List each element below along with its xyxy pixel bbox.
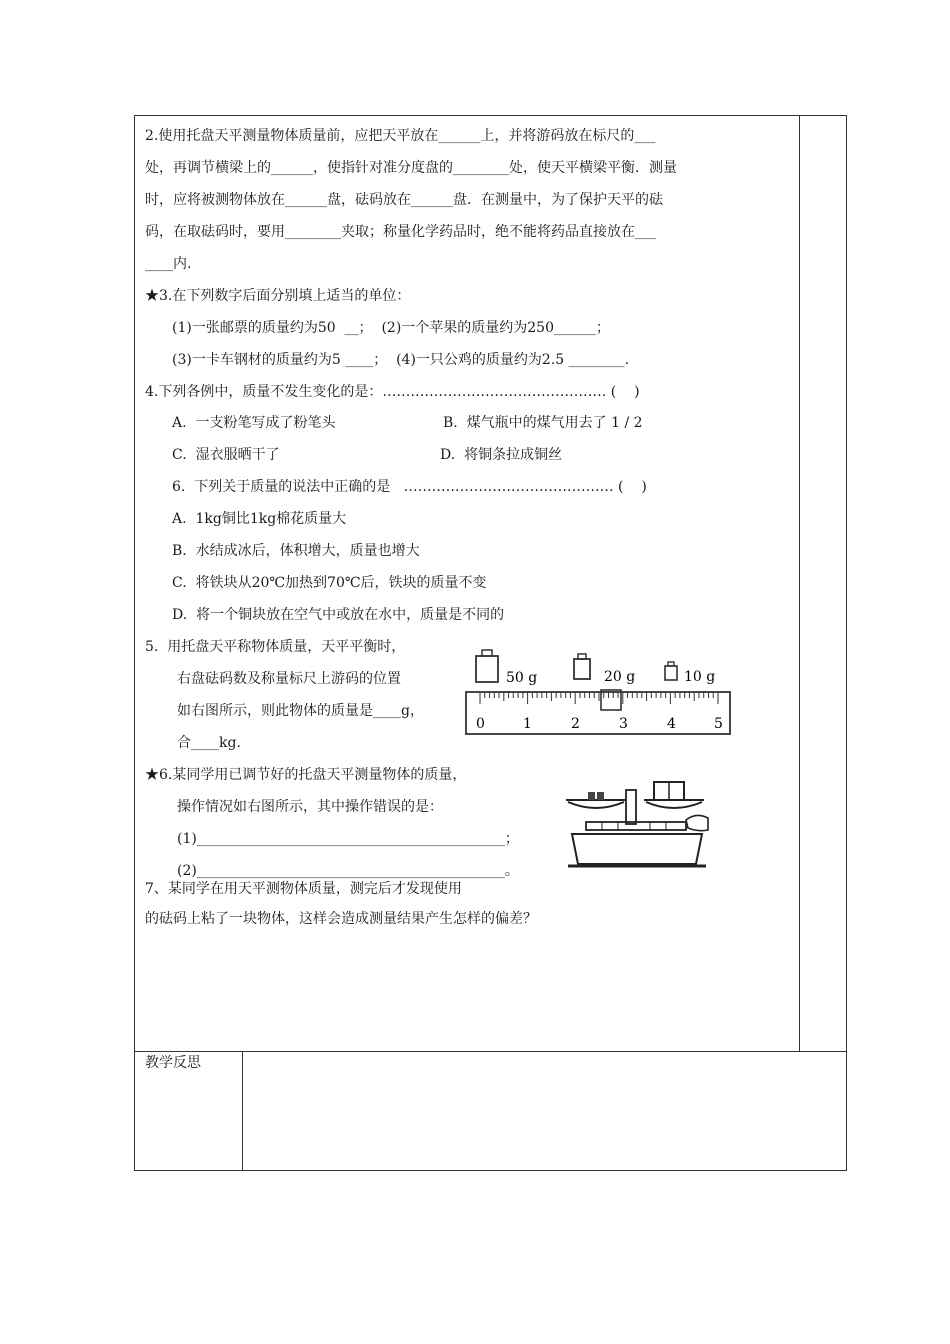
q3-title: ★3.在下列数字后面分别填上适当的单位：: [145, 288, 411, 304]
q5-line-1: 5. 用托盘天平称物体质量，天平平衡时，: [145, 639, 406, 655]
q7-line-1: 7、某同学在用天平测物体质量，测完后才发现使用: [145, 881, 462, 897]
q4-title: 4.下列各例中，质量不发生变化的是：………………………………………… ( ): [145, 384, 640, 400]
q5-line-2: 右盘砝码数及称量标尺上游码的位置: [177, 671, 401, 687]
scale-bar: [466, 692, 730, 734]
q5-line-3: 如右图所示，则此物体的质量是____g，: [177, 703, 424, 719]
reflection-divider: [134, 1051, 847, 1052]
weight-20g-label: 20 g: [604, 669, 636, 685]
tick-label-2: 2: [571, 716, 580, 732]
weight-50g-label: 50 g: [506, 670, 538, 686]
q2-line-4: 码，在取砝码时，要用________夹取；称量化学药品时，绝不能将药品直接放在___: [145, 224, 656, 240]
q6a-option-b: B. 水结成冰后，体积增大，质量也增大: [172, 543, 420, 559]
weight-50g-icon: [476, 650, 498, 682]
q6b-line-2: 操作情况如右图所示，其中操作错误的是：: [177, 799, 443, 815]
balance-base-icon: [572, 834, 702, 864]
q6b-line-1: ★6.某同学用已调节好的托盘天平测量物体的质量，: [145, 767, 467, 783]
q2-line-5: ____内.: [145, 256, 192, 272]
q6a-option-d: D. 将一个铜块放在空气中或放在水中，质量是不同的: [172, 607, 505, 623]
balance-figure: [562, 780, 712, 872]
weights-and-scale-figure: [462, 646, 736, 738]
pillar-icon: [626, 790, 636, 824]
q6a-option-a: A. 1kg铜比1kg棉花质量大: [172, 511, 347, 527]
q6a-option-c: C. 将铁块从20℃加热到70℃后，铁块的质量不变: [172, 575, 487, 591]
q7-line-2: 的砝码上粘了一块物体，这样会造成测量结果产生怎样的偏差？: [145, 911, 537, 927]
right-pan-icon: [646, 802, 702, 808]
q6b-line-4: (2)____________________________________________。: [177, 863, 519, 879]
right-column-divider: [799, 115, 800, 1052]
weight-20g-icon: [574, 654, 590, 679]
q3-line-2: (3)一卡车钢材的质量约为5 ____； (4)一只公鸡的质量约为2.5 ________.: [172, 352, 630, 368]
q4-option-a: A. 一支粉笔写成了粉笔头: [172, 415, 336, 431]
q5-line-4: 合____kg.: [177, 735, 241, 751]
q2-line-3: 时，应将被测物体放在______盘，砝码放在______盘．在测量中，为了保护天平的砝: [145, 192, 663, 208]
q6b-line-3: (1)____________________________________________；: [177, 831, 519, 847]
reflection-label-divider: [242, 1051, 243, 1171]
q3-line-1: (1)一张邮票的质量约为50 __； (2)一个苹果的质量约为250______；: [172, 320, 610, 336]
scale-ticks: [480, 692, 718, 704]
tick-label-3: 3: [619, 716, 628, 732]
tick-label-0: 0: [476, 716, 485, 732]
q6a-title: 6. 下列关于质量的说法中正确的是 ……………………………………… ( ): [172, 479, 647, 495]
tick-label-1: 1: [523, 716, 532, 732]
q2-line-1: 2.使用托盘天平测量物体质量前，应把天平放在______上，并将游码放在标尺的___: [145, 128, 656, 144]
weight-10g-label: 10 g: [684, 669, 716, 685]
hand-icon: [686, 815, 708, 830]
tick-label-4: 4: [667, 716, 676, 732]
q4-option-d: D. 将铜条拉成铜丝: [440, 447, 563, 463]
weight-10g-icon: [665, 662, 677, 680]
left-pan-icon: [568, 802, 624, 808]
q4-option-b: B. 煤气瓶中的煤气用去了 1 / 2: [443, 415, 643, 431]
q4-option-c: C. 湿衣服晒干了: [172, 447, 280, 463]
tick-label-5: 5: [714, 716, 723, 732]
reflection-label: 教学反思: [145, 1055, 201, 1071]
q2-line-2: 处，再调节横梁上的______，使指针对准分度盘的________处，使天平横梁平衡．测量: [145, 160, 677, 176]
